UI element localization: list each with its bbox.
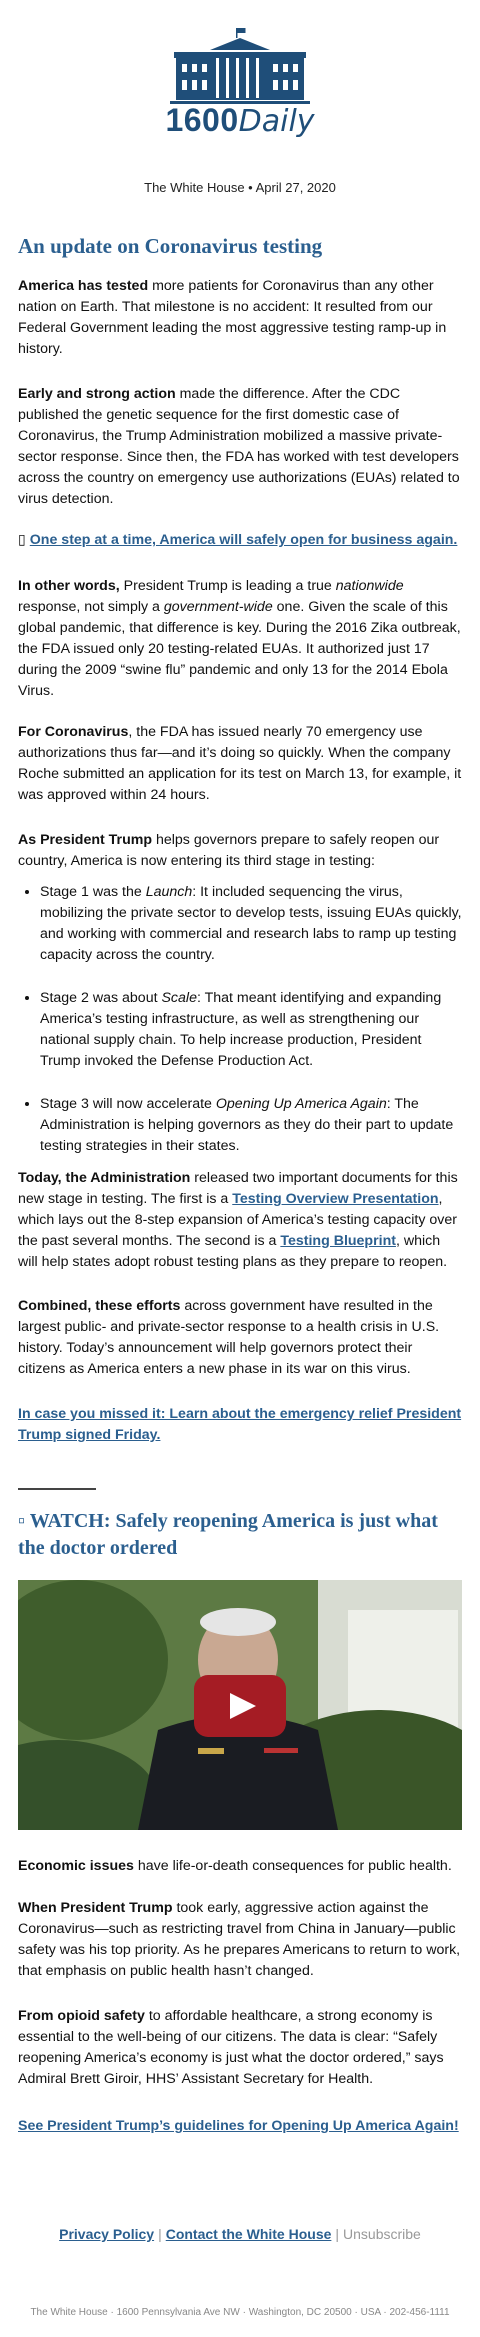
body-text: Stage 2 was about xyxy=(40,990,162,1006)
link-paragraph-guidelines xyxy=(18,2116,462,2137)
paragraph-public-safety xyxy=(18,1898,462,1982)
list-item xyxy=(40,1094,462,1157)
paragraph-nationwide xyxy=(18,576,462,702)
headline: An update on Coronavirus testing xyxy=(18,234,323,258)
body-text: response, not simply a xyxy=(18,599,164,615)
separator: | xyxy=(335,2226,340,2242)
lead-text: For Coronavirus xyxy=(18,724,129,740)
paragraph-fda xyxy=(18,722,462,806)
watch-title: WATCH: Safely reopening America is just what the doctor ordered xyxy=(18,1510,438,1559)
lead-text: Today, the Administration xyxy=(18,1170,191,1186)
emphasis-text: Opening Up America Again xyxy=(215,1096,387,1112)
unsubscribe-link[interactable]: Unsubscribe xyxy=(343,2226,421,2242)
link-paragraph-relief xyxy=(18,1404,462,1446)
body-text: more patients for Coronavirus than any other nation on Earth. That milestone is no accident: It resulted from our Federal Government leading the most aggressive testing ramp-up in history. xyxy=(18,278,447,357)
footer-address: The White House · 1600 Pennsylvania Ave NW · Washington, DC 20500 · USA · 202-456-1111 xyxy=(30,2307,450,2318)
paragraph-tested xyxy=(18,276,462,360)
lead-text: From opioid safety xyxy=(18,2008,145,2024)
guidelines-link[interactable]: See President Trump’s guidelines for Opening Up America Again! xyxy=(18,2118,459,2134)
body-text: helps governors prepare to safely reopen our country, America is now entering its third stage in testing: xyxy=(18,832,440,869)
body-text: across government have resulted in the largest public- and private-sector response to a health crisis in U.S. history. Today’s announcement will help governors protect their citizens as America enters a new phase in its war on this virus. xyxy=(18,1298,440,1377)
lead-text: America has tested xyxy=(18,278,149,294)
lead-text: In other words, xyxy=(18,578,120,594)
play-button[interactable] xyxy=(194,1675,286,1737)
separator: | xyxy=(158,2226,162,2242)
link-paragraph-reopen xyxy=(18,530,462,551)
video-placeholder-icon: ▫ xyxy=(18,1510,26,1532)
body-text: : That meant identifying and expanding America’s testing infrastructure, as well as strengthening our national supply chain. To help increase production, President Trump invoked the Defense Production Act. xyxy=(40,990,442,1069)
testing-overview-link[interactable]: Testing Overview Presentation xyxy=(232,1191,439,1207)
lead-text: Economic issues xyxy=(18,1858,134,1874)
body-text: one. Given the scale of this global pandemic, that difference is key. During the 2016 Zika outbreak, the FDA issued only 20 testing-related EUAs. It authorized just 17 during the 2009 “swine flu” pandemic and only 13 for the 2014 Ebola Virus. xyxy=(18,599,461,699)
emphasis-text: government-wide xyxy=(163,599,273,615)
lead-text: As President Trump xyxy=(18,832,153,848)
header-logo xyxy=(0,0,480,140)
body-text: Stage 1 was the xyxy=(40,884,146,900)
body-text: Stage 3 will now accelerate xyxy=(40,1096,216,1112)
body-text: have life-or-death consequences for public health. xyxy=(133,1858,452,1874)
body-text: to affordable healthcare, a strong economy is essential to the well-being of our citizens. The data is clear: “Safely reopening America’s economy is just what the doctor ordered,” says Admiral Brett Giroir, HHS’ Assistant Secretary for Health. xyxy=(18,2008,444,2087)
privacy-policy-link[interactable]: Privacy Policy xyxy=(59,2226,155,2242)
emphasis-text: Scale xyxy=(161,990,197,1006)
body-text: , which will help states adopt robust testing plans as they prepare to reopen. xyxy=(18,1233,448,1270)
paragraph-economic xyxy=(18,1856,462,1877)
contact-link[interactable]: Contact the White House xyxy=(165,2226,332,2242)
body-text: , which lays out the 8-step expansion of America’s testing capacity over the past several months. The second is a xyxy=(18,1191,457,1249)
body-text: : The Administration is helping governors as they do their part to update testing strategies in their states. xyxy=(40,1096,454,1154)
brand-wordmark: 1600Daily xyxy=(165,102,315,139)
body-text: President Trump is leading a true xyxy=(119,578,336,594)
dateline: The White House • April 27, 2020 xyxy=(144,180,336,195)
watch-heading xyxy=(18,1508,462,1562)
testing-blueprint-link[interactable]: Testing Blueprint xyxy=(280,1233,396,1249)
paragraph-early-action xyxy=(18,384,462,510)
divider xyxy=(18,1488,96,1490)
stages-list xyxy=(18,882,462,1179)
image-placeholder-icon: ▯ xyxy=(18,532,26,548)
list-item xyxy=(40,882,462,966)
body-text: took early, aggressive action against the Coronavirus—such as restricting travel from China in January—public safety was his top priority. As he prepares Americans to return to work, that emphasis on public health hasn’t changed. xyxy=(18,1900,461,1979)
emphasis-text: nationwide xyxy=(335,578,404,594)
body-text: made the difference. After the CDC published the genetic sequence for the first domestic case of Coronavirus, the Trump Administration mobilized a massive private-sector response. Since then, the FDA has worked with test developers across the country on emergency use authorizations (EUAs) related to virus detection. xyxy=(18,386,460,507)
white-house-icon xyxy=(170,28,310,104)
body-text: , the FDA has issued nearly 70 emergency use authorizations thus far—and it’s doing so quickly. When the company Roche submitted an application for its test on March 13, for example, it was approved within 24 hours. xyxy=(18,724,462,803)
paragraph-documents xyxy=(18,1168,462,1273)
paragraph-stages-intro xyxy=(18,830,462,872)
video-thumbnail[interactable] xyxy=(18,1580,462,1830)
lead-text: Combined, these efforts xyxy=(18,1298,181,1314)
lead-text: When President Trump xyxy=(18,1900,173,1916)
paragraph-opioid xyxy=(18,2006,462,2090)
lead-text: Early and strong action xyxy=(18,386,176,402)
body-text: : It included sequencing the virus, mobilizing the private sector to develop tests, issuing EUAs quickly, and working with commercial and research labs to ramp up testing capacity across the country. xyxy=(40,884,462,963)
body-text: released two important documents for this new stage in testing. The first is a xyxy=(18,1170,458,1207)
footer-links xyxy=(0,2226,480,2242)
emergency-relief-link[interactable]: In case you missed it: Learn about the emergency relief President Trump signed Friday. xyxy=(18,1406,462,1443)
list-item xyxy=(40,988,462,1072)
paragraph-combined xyxy=(18,1296,462,1380)
emphasis-text: Launch xyxy=(145,884,193,900)
reopen-business-link[interactable]: One step at a time, America will safely open for business again. xyxy=(29,532,458,548)
